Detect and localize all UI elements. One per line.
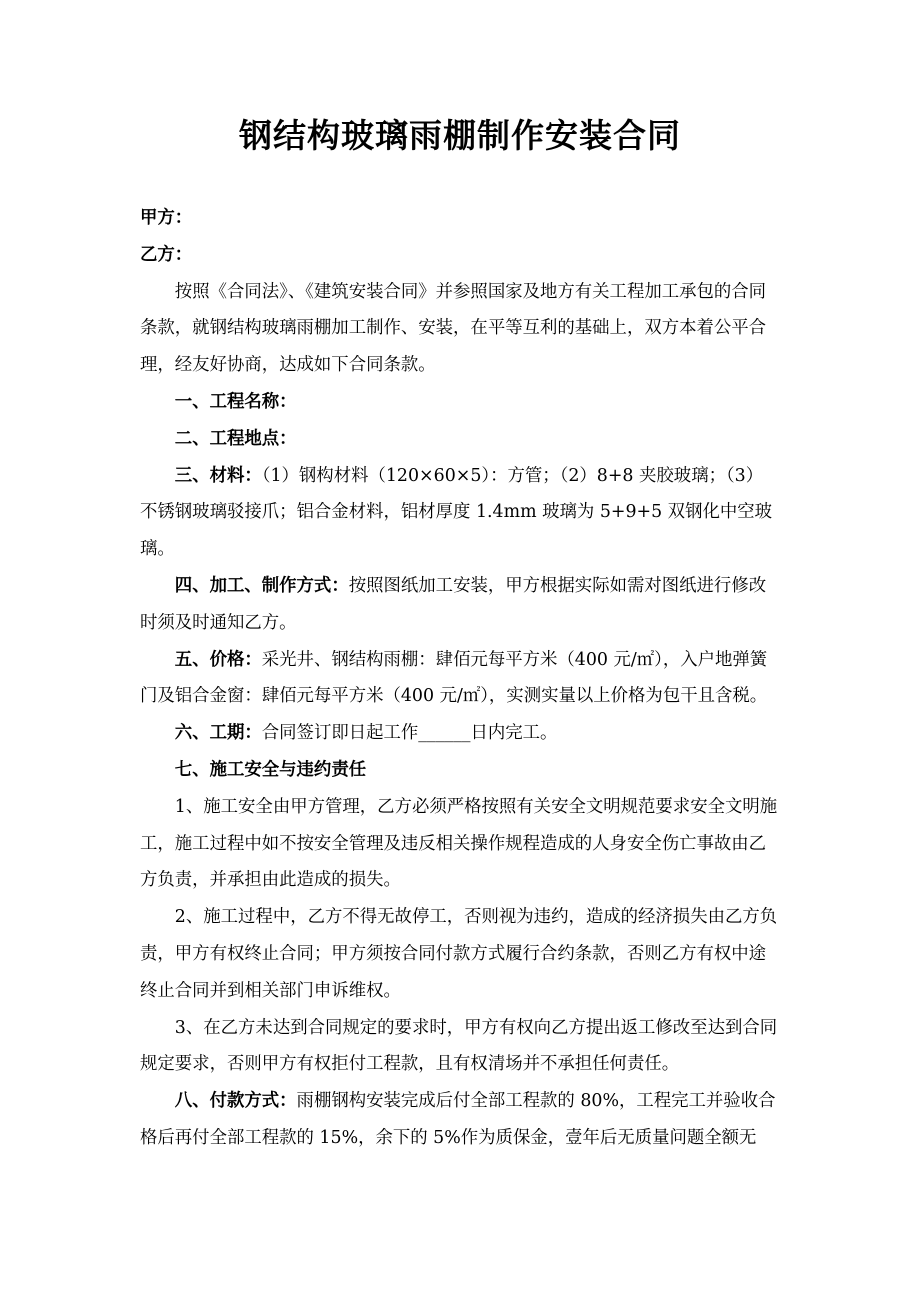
- safety-item: 2、施工过程中，乙方不得无故停工，否则视为违约，造成的经济损失由乙方负责，甲方有权终止合同；甲方须按合同付款方式履行合约条款，否则乙方有权中途终止合同并到相关部门申诉维权。: [140, 907, 778, 1001]
- section-materials-text: （1）钢构材料（120×60×5）：方管；（2）8+8 夹胶玻璃；（3）不锈钢玻璃驳接爪；铝合金材料，铝材厚度 1.4mm 玻璃为 5+9+5 双钢化中空玻璃。: [140, 465, 773, 560]
- section-price-text: 采光井、钢结构雨棚：肆佰元每平方米（400 元/㎡），入户地弹簧门及铝合金窗：肆佰元每平方米（400 元/㎡），实测实量以上价格为包干且含税。: [140, 649, 768, 707]
- section-payment-heading: 八、付款方式：: [174, 1091, 297, 1112]
- schedule-days-blank: ______: [418, 723, 471, 744]
- section-payment: [140, 1083, 780, 1157]
- section-materials: [140, 458, 780, 568]
- party-b-line: 乙方：: [140, 244, 193, 265]
- section-processing: [140, 568, 780, 642]
- section-price-heading: 五、价格：: [174, 649, 262, 670]
- section-project-name: 一、工程名称：: [174, 391, 297, 412]
- section-safety-heading: 七、施工安全与违约责任: [174, 759, 367, 780]
- section-price: [140, 642, 780, 716]
- section-materials-heading: 三、材料：: [174, 465, 262, 486]
- document-title: 钢结构玻璃雨棚制作安装合同: [239, 116, 681, 155]
- document-body: [140, 200, 780, 1157]
- section-processing-heading: 四、加工、制作方式：: [174, 575, 349, 596]
- section-schedule-text-before: 合同签订即日起工作: [261, 723, 419, 744]
- section-schedule-text-after: 日内完工。: [470, 723, 558, 744]
- safety-item: 3、在乙方未达到合同规定的要求时，甲方有权向乙方提出返工修改至达到合同规定要求，否则甲方有权拒付工程款，且有权清场并不承担任何责任。: [140, 1017, 778, 1075]
- section-schedule: [140, 715, 780, 752]
- intro-paragraph: 按照《合同法》、《建筑安装合同》并参照国家及地方有关工程加工承包的合同条款，就钢结构玻璃雨棚加工制作、安装，在平等互利的基础上，双方本着公平合理，经友好协商，达成如下合同条款。: [140, 281, 767, 376]
- section-schedule-heading: 六、工期：: [174, 723, 262, 744]
- section-processing-text: 按照图纸加工安装，甲方根据实际如需对图纸进行修改时须及时通知乙方。: [140, 575, 767, 633]
- safety-item: 1、施工安全由甲方管理，乙方必须严格按照有关安全文明规范要求安全文明施工，施工过程中如不按安全管理及违反相关操作规程造成的人身安全伤亡事故由乙方负责，并承担由此造成的损失。: [140, 796, 778, 891]
- section-project-location: 二、工程地点：: [174, 428, 297, 449]
- party-a-line: 甲方：: [140, 208, 193, 228]
- section-payment-text: 雨棚钢构安装完成后付全部工程款的 80%，工程完工并验收合格后再付全部工程款的 15%，余下的 5%作为质保金，壹年后无质量问题全额无: [140, 1091, 776, 1148]
